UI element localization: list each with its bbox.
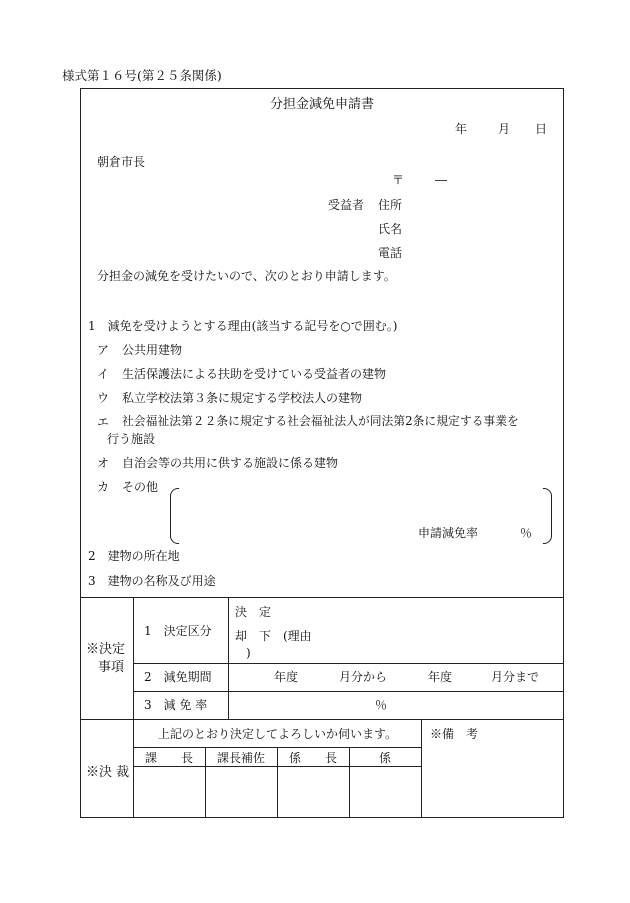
- approval-label: ※決 裁: [86, 765, 130, 780]
- applicant-label: 受益者: [328, 198, 365, 212]
- stamp-cell-section-chief[interactable]: [134, 767, 204, 816]
- reduction-period-label: 2 減免期間: [144, 670, 212, 684]
- applicant-phone-label: 電話: [378, 246, 403, 260]
- decision-label-2: 事項: [98, 660, 125, 675]
- divider: [80, 597, 564, 598]
- option-text-continued: 行う施設: [107, 432, 156, 446]
- applicant-name-label: 氏名: [378, 222, 403, 236]
- option-text: 生活保護法による扶助を受けている受益者の建物: [122, 367, 387, 381]
- postal-mark: 〒: [392, 173, 405, 187]
- divider: [133, 691, 564, 692]
- form-number: 様式第１６号(第２５条関係): [62, 68, 222, 83]
- other-reason-field[interactable]: [170, 488, 552, 544]
- option-text: 私立学校法第３条に規定する学校法人の建物: [122, 391, 363, 405]
- requested-rate-label: 申請減免率: [418, 526, 479, 540]
- section3-heading: 3 建物の名称及び用途: [88, 574, 216, 588]
- role-section-chief: 課 長: [144, 751, 193, 765]
- divider: [133, 663, 564, 664]
- role-unit-chief: 係 長: [288, 751, 337, 765]
- option-mark[interactable]: カ: [97, 480, 110, 494]
- option-text: 自治会等の共用に供する施設に係る建物: [122, 456, 339, 470]
- addressee: 朝倉市長: [97, 155, 146, 169]
- stamp-cell-deputy-chief[interactable]: [206, 767, 276, 816]
- date-month[interactable]: 月: [498, 122, 511, 136]
- intro-text: 分担金の減免を受けたいので、次のとおり申請します。: [97, 269, 396, 283]
- decision-category-label: 1 決定区分: [144, 624, 212, 638]
- remarks-label: ※備 考: [430, 727, 479, 741]
- option-text: その他: [122, 480, 159, 494]
- remarks-field[interactable]: [422, 745, 563, 816]
- option-mark[interactable]: イ: [97, 367, 110, 381]
- section2-heading: 2 建物の所在地: [88, 549, 180, 563]
- option-mark[interactable]: ウ: [97, 391, 110, 405]
- period-month-from[interactable]: 月分から: [339, 670, 388, 684]
- decision-label: ※決定: [86, 642, 126, 657]
- section1-heading: 1 減免を受けようとする理由(該当する記号を○で囲む。): [88, 319, 398, 333]
- option-text: 公共用建物: [122, 343, 183, 357]
- period-fy-start[interactable]: 年度: [274, 670, 299, 684]
- stamp-cell-unit-chief[interactable]: [278, 767, 348, 816]
- approval-request-text: 上記のとおり決定してよろしいか伺います。: [158, 727, 398, 741]
- role-staff: 係: [378, 751, 391, 765]
- left-bracket: [170, 488, 179, 544]
- applicant-address-label: 住所: [378, 198, 403, 212]
- option-mark[interactable]: ア: [97, 343, 110, 357]
- option-mark[interactable]: エ: [97, 415, 110, 429]
- option-text: 社会福祉法第２２条に規定する社会福祉法人が同法第2条に規定する事業を: [122, 414, 519, 428]
- decision-approve[interactable]: 決 定: [235, 605, 272, 619]
- postal-dash[interactable]: ―: [435, 173, 447, 187]
- option-mark[interactable]: オ: [97, 456, 110, 470]
- requested-rate-unit: ％: [520, 526, 533, 540]
- right-bracket: [543, 488, 552, 544]
- divider: [228, 597, 229, 719]
- date-day[interactable]: 日: [535, 122, 548, 136]
- page-title: 分担金減免申請書: [270, 97, 375, 112]
- reduction-rate-unit[interactable]: ％: [375, 698, 388, 712]
- reduction-rate-label: 3 減 免 率: [144, 698, 208, 712]
- period-fy-end[interactable]: 年度: [428, 670, 453, 684]
- divider: [80, 719, 564, 720]
- stamp-cell-staff[interactable]: [350, 767, 420, 816]
- date-year[interactable]: 年: [455, 122, 468, 136]
- decision-reject-close: ): [246, 646, 251, 660]
- decision-reject[interactable]: 却 下 (理由: [235, 629, 312, 643]
- period-month-to[interactable]: 月分まで: [491, 670, 540, 684]
- role-deputy-chief: 課長補佐: [216, 751, 265, 765]
